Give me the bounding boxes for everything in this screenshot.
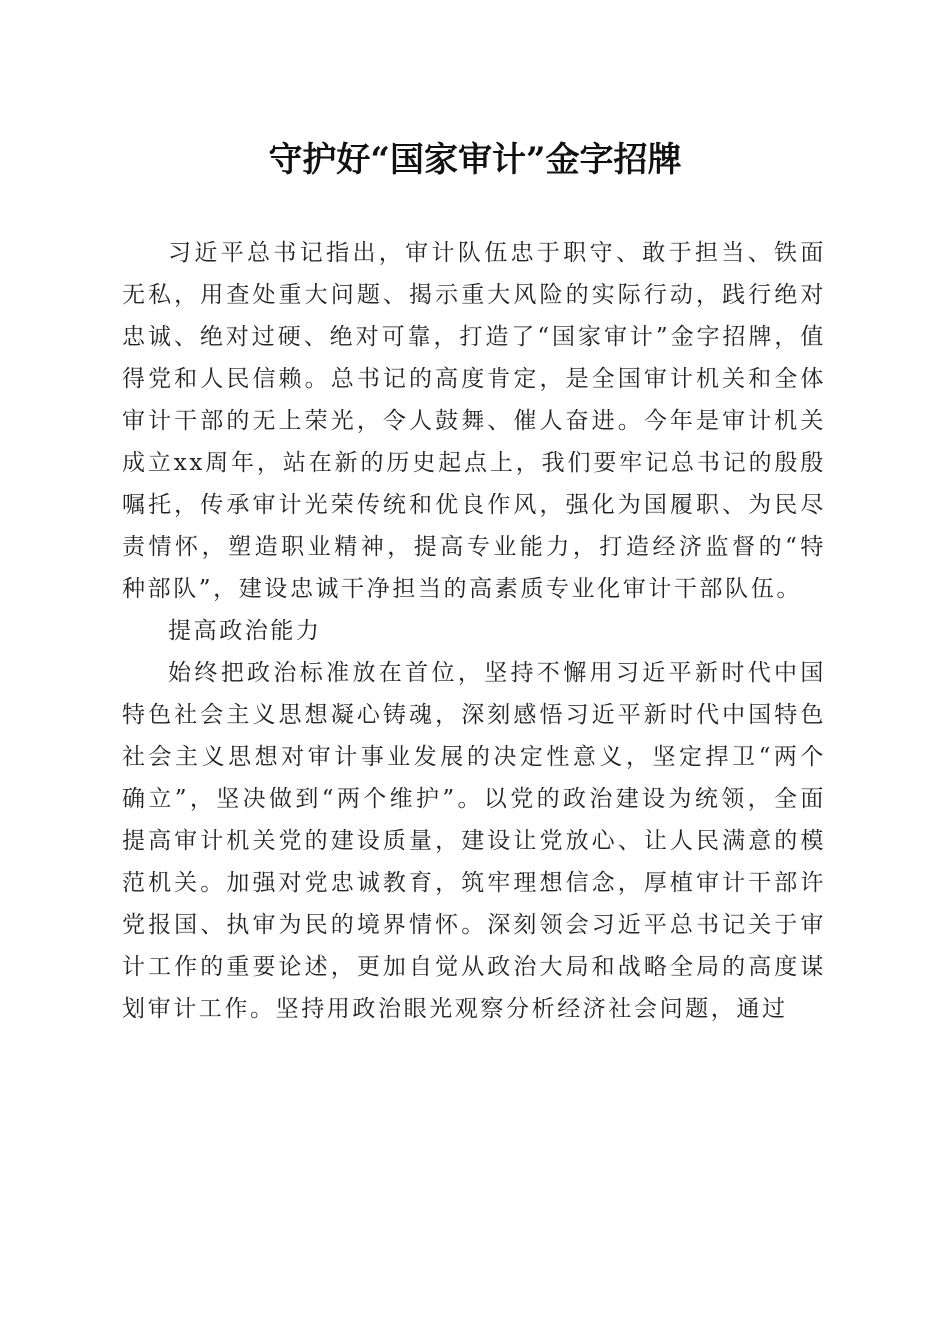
section-paragraph: 始终把政治标准放在首位，坚持不懈用习近平新时代中国特色社会主义思想凝心铸魂，深刻感悟习近平新时代中国特色社会主义思想对审计事业发展的决定性意义，坚定捍卫“两个确立”，坚决做到“两个维护”。以党的政治建设为统领，全面提高审计机关党的建设质量，建设让党放心、让人民满意的模范机关。加强对党忠诚教育，筑牢理想信念，厚植审计干部许党报国、执审为民的境界情怀。深刻领会习近平总书记关于审计工作的重要论述，更加自觉从政治大局和战略全局的高度谋划审计工作。坚持用政治眼光观察分析经济社会问题，通过 bbox=[122, 660, 826, 1022]
section-heading: 提高政治能力 bbox=[168, 618, 322, 644]
document-body bbox=[122, 232, 826, 1030]
document-title: 守护好“国家审计”金字招牌 bbox=[268, 140, 682, 180]
intro-paragraph: 习近平总书记指出，审计队伍忠于职守、敢于担当、铁面无私，用查处重大问题、揭示重大风险的实际行动，践行绝对忠诚、绝对过硬、绝对可靠，打造了“国家审计”金字招牌，值得党和人民信赖。总书记的高度肯定，是全国审计机关和全体审计干部的无上荣光，令人鼓舞、催人奋进。今年是审计机关成立xx周年，站在新的历史起点上，我们要牢记总书记的殷殷嘱托，传承审计光荣传统和优良作风，强化为国履职、为民尽责情怀，塑造职业精神，提高专业能力，打造经济监督的“特种部队”，建设忠诚干净担当的高素质专业化审计干部队伍。 bbox=[122, 240, 826, 602]
